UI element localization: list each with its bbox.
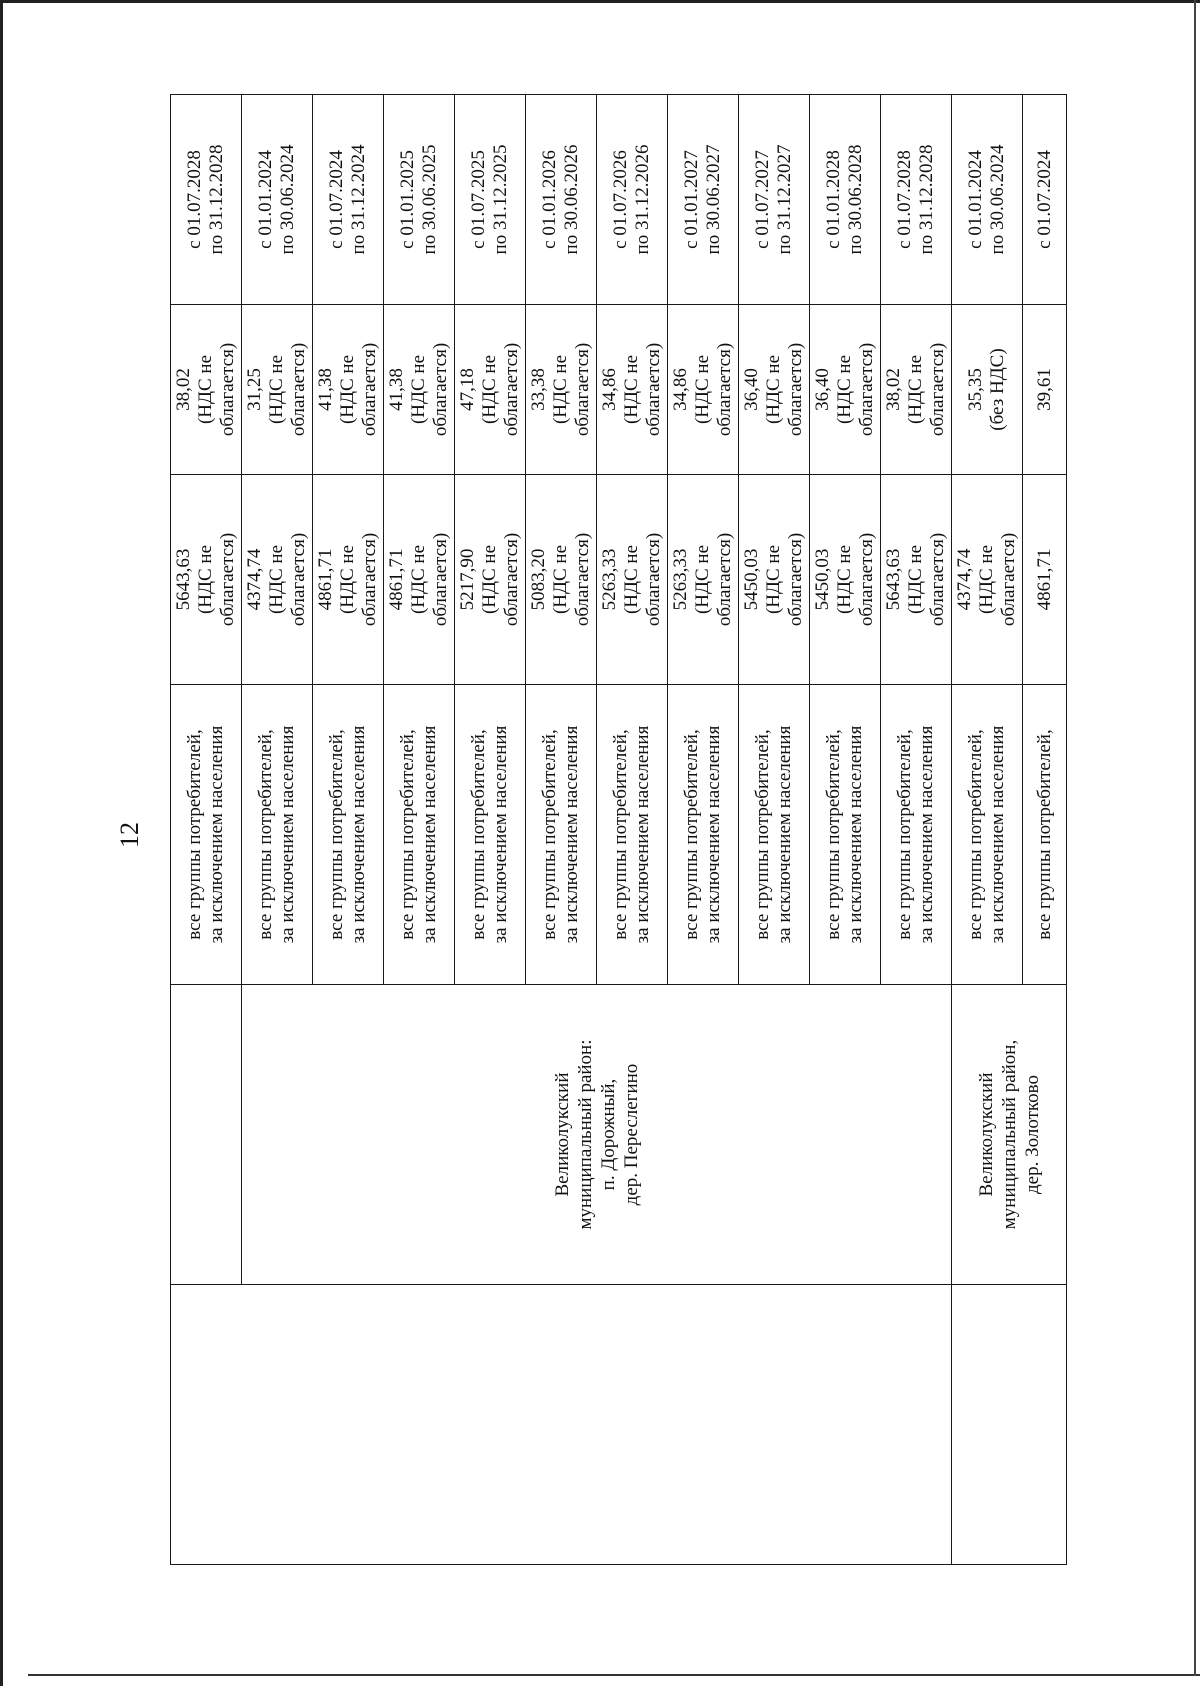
rate-cell <box>881 305 952 475</box>
price-cell <box>739 475 810 685</box>
rate-cell <box>171 305 242 475</box>
rate-cell-line: облагается) <box>714 342 735 437</box>
rate-cell-line: 33,38 <box>528 368 549 411</box>
price-cell <box>384 475 455 685</box>
price-cell-line: 4861,71 <box>1033 548 1055 611</box>
scan-edge-left <box>0 0 3 1686</box>
price-cell-line: 4861,71 <box>315 548 336 611</box>
page-number: 12 <box>115 822 144 848</box>
rate-cell-line: (НДС не <box>550 354 571 425</box>
price-cell <box>668 475 739 685</box>
period-cell-line: по 30.06.2027 <box>703 144 724 255</box>
rate-cell-line: облагается) <box>785 342 806 437</box>
price-cell-line: облагается) <box>643 532 664 627</box>
consumer-group-cell-line: за исключением населения <box>703 725 724 944</box>
table-row <box>952 95 1023 1565</box>
period-cell <box>881 95 952 305</box>
price-cell-line: 4861,71 <box>386 548 407 611</box>
price-cell-line: облагается) <box>501 532 522 627</box>
consumer-group-cell-line: за исключением населения <box>987 725 1008 944</box>
rate-cell-line: облагается) <box>856 342 877 437</box>
period-cell-line: с 01.01.2027 <box>681 150 702 249</box>
period-cell-line: с 01.07.2026 <box>610 150 631 249</box>
consumer-group-cell-line: за исключением населения <box>419 725 440 944</box>
rate-cell-line: облагается) <box>643 342 664 437</box>
consumer-group-cell <box>597 685 668 985</box>
consumer-group-cell-line: за исключением населения <box>916 725 937 944</box>
rate-cell-line: облагается) <box>430 342 451 437</box>
area-cell-line: дер. Золотково <box>1021 1075 1043 1195</box>
price-cell-line: (НДС не <box>976 544 997 615</box>
consumer-group-cell-line: все группы потребителей, <box>468 729 489 940</box>
price-cell <box>455 475 526 685</box>
rate-cell <box>384 305 455 475</box>
rate-cell-line: облагается) <box>501 342 522 437</box>
rate-cell-line: 34,86 <box>670 368 691 411</box>
rate-cell-line: 36,40 <box>812 368 833 411</box>
period-cell-line: по 31.12.2024 <box>348 144 369 255</box>
area-cell-line: муниципальный район: <box>574 1039 596 1230</box>
rate-cell-line: 38,02 <box>883 368 904 411</box>
price-cell-line: облагается) <box>998 532 1019 627</box>
price-cell-line: 5217,90 <box>457 548 478 611</box>
scan-edge-bottom <box>28 1674 1200 1676</box>
rate-cell-line: (без НДС) <box>987 348 1008 431</box>
price-cell-line: 5643,63 <box>883 548 904 611</box>
price-cell-line: 5450,03 <box>812 548 833 611</box>
rate-cell <box>952 305 1023 475</box>
consumer-group-cell-line: все группы потребителей, <box>965 729 986 940</box>
rate-cell-line: 31,25 <box>244 368 265 411</box>
period-cell-line: по 30.06.2024 <box>277 144 298 255</box>
table-row <box>171 95 242 1565</box>
rate-cell <box>455 305 526 475</box>
period-cell <box>810 95 881 305</box>
rate-cell <box>526 305 597 475</box>
rate-cell-line: (НДС не <box>408 354 429 425</box>
area-cell <box>952 985 1067 1285</box>
consumer-group-cell-line: все группы потребителей, <box>610 729 631 940</box>
period-cell-line: с 01.07.2028 <box>184 150 205 249</box>
rate-cell <box>668 305 739 475</box>
rate-cell-line: 36,40 <box>741 368 762 411</box>
consumer-group-cell <box>881 685 952 985</box>
rate-cell-line: облагается) <box>217 342 238 437</box>
consumer-group-cell-line: все группы потребителей, <box>397 729 418 940</box>
price-cell-line: (НДС не <box>550 544 571 615</box>
consumer-group-cell <box>739 685 810 985</box>
price-cell <box>1023 475 1067 685</box>
consumer-group-cell <box>810 685 881 985</box>
period-cell <box>668 95 739 305</box>
price-cell-line: облагается) <box>430 532 451 627</box>
price-cell-line: (НДС не <box>692 544 713 615</box>
price-cell <box>952 475 1023 685</box>
period-cell-line: по 31.12.2025 <box>490 144 511 255</box>
consumer-group-cell-line: за исключением населения <box>490 725 511 944</box>
rate-cell <box>739 305 810 475</box>
rate-cell <box>810 305 881 475</box>
period-cell <box>242 95 313 305</box>
price-cell-line: облагается) <box>359 532 380 627</box>
rate-cell-line: облагается) <box>359 342 380 437</box>
price-cell <box>810 475 881 685</box>
rate-cell-line: (НДС не <box>834 354 855 425</box>
consumer-group-cell-line: все группы потребителей, <box>752 729 773 940</box>
consumer-group-cell-line: за исключением населения <box>632 725 653 944</box>
rate-cell <box>597 305 668 475</box>
consumer-group-cell-line: все группы потребителей, <box>184 729 205 940</box>
price-cell <box>526 475 597 685</box>
price-cell-line: 4374,74 <box>954 548 975 611</box>
rate-cell-line: (НДС не <box>763 354 784 425</box>
price-cell-line: облагается) <box>785 532 806 627</box>
rotated-page <box>110 95 1100 1565</box>
price-cell <box>313 475 384 685</box>
period-cell-line: с 01.07.2028 <box>894 150 915 249</box>
tariff-table <box>170 94 1067 1565</box>
scan-edge-top <box>0 0 1200 3</box>
period-cell-line: по 30.06.2024 <box>987 144 1008 255</box>
consumer-group-cell-line: все группы потребителей, <box>823 729 844 940</box>
price-cell-line: 4374,74 <box>244 548 265 611</box>
price-cell <box>881 475 952 685</box>
blank-cell <box>952 1285 1067 1565</box>
rate-cell-line: (НДС не <box>905 354 926 425</box>
period-cell <box>171 95 242 305</box>
price-cell-line: облагается) <box>572 532 593 627</box>
rate-cell-line: 47,18 <box>457 368 478 411</box>
period-cell <box>384 95 455 305</box>
period-cell-line: с 01.01.2025 <box>397 150 418 249</box>
rate-cell-line: 39,61 <box>1033 368 1055 411</box>
consumer-group-cell-line: все группы потребителей, <box>894 729 915 940</box>
rate-cell-line: (НДС не <box>479 354 500 425</box>
consumer-group-cell <box>384 685 455 985</box>
rate-cell <box>242 305 313 475</box>
area-cell-line: п. Дорожный, <box>597 1078 619 1191</box>
price-cell-line: (НДС не <box>195 544 216 615</box>
price-cell-line: 5263,33 <box>599 548 620 611</box>
price-cell-line: (НДС не <box>621 544 642 615</box>
rate-cell-line: облагается) <box>288 342 309 437</box>
price-cell-line: облагается) <box>927 532 948 627</box>
blank-cell <box>171 1285 952 1565</box>
consumer-group-cell-line: за исключением населения <box>206 725 227 944</box>
period-cell <box>1023 95 1067 305</box>
consumer-group-cell <box>1023 685 1067 985</box>
rate-cell-line: 35,35 <box>965 368 986 411</box>
consumer-group-cell <box>668 685 739 985</box>
rate-cell-line: облагается) <box>927 342 948 437</box>
price-cell <box>597 475 668 685</box>
area-cell <box>242 985 952 1285</box>
consumer-group-cell-line: все группы потребителей, <box>681 729 702 940</box>
period-cell-line: с 01.01.2026 <box>539 150 560 249</box>
rate-cell-line: (НДС не <box>337 354 358 425</box>
rate-cell <box>1023 305 1067 475</box>
period-cell-line: по 31.12.2026 <box>632 144 653 255</box>
price-cell-line: (НДС не <box>479 544 500 615</box>
period-cell-line: по 31.12.2027 <box>774 144 795 255</box>
consumer-group-cell <box>171 685 242 985</box>
period-cell-line: с 01.01.2024 <box>255 150 276 249</box>
period-cell-line: с 01.07.2025 <box>468 150 489 249</box>
area-cell-line: Великолукский <box>975 1072 997 1197</box>
price-cell-line: облагается) <box>288 532 309 627</box>
consumer-group-cell <box>526 685 597 985</box>
price-cell-line: (НДС не <box>763 544 784 615</box>
price-cell-line: облагается) <box>714 532 735 627</box>
price-cell <box>242 475 313 685</box>
period-cell <box>455 95 526 305</box>
rate-cell-line: 41,38 <box>386 368 407 411</box>
rate-cell <box>313 305 384 475</box>
consumer-group-cell-line: за исключением населения <box>845 725 866 944</box>
consumer-group-cell-line: за исключением населения <box>561 725 582 944</box>
period-cell-line: с 01.07.2024 <box>1033 150 1055 249</box>
consumer-group-cell <box>952 685 1023 985</box>
consumer-group-cell-line: все группы потребителей, <box>255 729 276 940</box>
area-cell-empty <box>171 985 242 1285</box>
period-cell-line: с 01.07.2024 <box>326 150 347 249</box>
rate-cell-line: 38,02 <box>173 368 194 411</box>
consumer-group-cell-line: за исключением населения <box>348 725 369 944</box>
area-cell-line: дер. Переслегино <box>620 1063 642 1206</box>
price-cell-line: (НДС не <box>905 544 926 615</box>
consumer-group-cell-line: все группы потребителей, <box>1033 729 1055 940</box>
consumer-group-cell-line: за исключением населения <box>774 725 795 944</box>
price-cell-line: (НДС не <box>408 544 429 615</box>
area-cell-line: Великолукский <box>551 1072 573 1197</box>
price-cell-line: 5450,03 <box>741 548 762 611</box>
period-cell <box>526 95 597 305</box>
price-cell-line: облагается) <box>856 532 877 627</box>
price-cell-line: 5263,33 <box>670 548 691 611</box>
rate-cell-line: (НДС не <box>692 354 713 425</box>
price-cell <box>171 475 242 685</box>
period-cell-line: с 01.07.2027 <box>752 150 773 249</box>
rate-cell-line: 34,86 <box>599 368 620 411</box>
price-cell-line: (НДС не <box>266 544 287 615</box>
area-cell-line: муниципальный район, <box>998 1039 1020 1230</box>
consumer-group-cell-line: все группы потребителей, <box>326 729 347 940</box>
period-cell-line: с 01.01.2028 <box>823 150 844 249</box>
period-cell-line: по 30.06.2026 <box>561 144 582 255</box>
consumer-group-cell <box>242 685 313 985</box>
consumer-group-cell <box>455 685 526 985</box>
price-cell-line: (НДС не <box>337 544 358 615</box>
price-cell-line: облагается) <box>217 532 238 627</box>
period-cell-line: с 01.01.2024 <box>965 150 986 249</box>
rate-cell-line: (НДС не <box>621 354 642 425</box>
consumer-group-cell <box>313 685 384 985</box>
period-cell-line: по 30.06.2025 <box>419 144 440 255</box>
period-cell <box>597 95 668 305</box>
price-cell-line: 5083,20 <box>528 548 549 611</box>
rate-cell-line: 41,38 <box>315 368 336 411</box>
period-cell-line: по 31.12.2028 <box>916 144 937 255</box>
period-cell <box>739 95 810 305</box>
consumer-group-cell-line: за исключением населения <box>277 725 298 944</box>
price-cell-line: 5643,63 <box>173 548 194 611</box>
rate-cell-line: облагается) <box>572 342 593 437</box>
rate-cell-line: (НДС не <box>266 354 287 425</box>
period-cell <box>313 95 384 305</box>
consumer-group-cell-line: все группы потребителей, <box>539 729 560 940</box>
rate-cell-line: (НДС не <box>195 354 216 425</box>
price-cell-line: (НДС не <box>834 544 855 615</box>
scan-edge-right <box>1194 0 1196 1676</box>
period-cell-line: по 31.12.2028 <box>206 144 227 255</box>
period-cell <box>952 95 1023 305</box>
period-cell-line: по 30.06.2028 <box>845 144 866 255</box>
